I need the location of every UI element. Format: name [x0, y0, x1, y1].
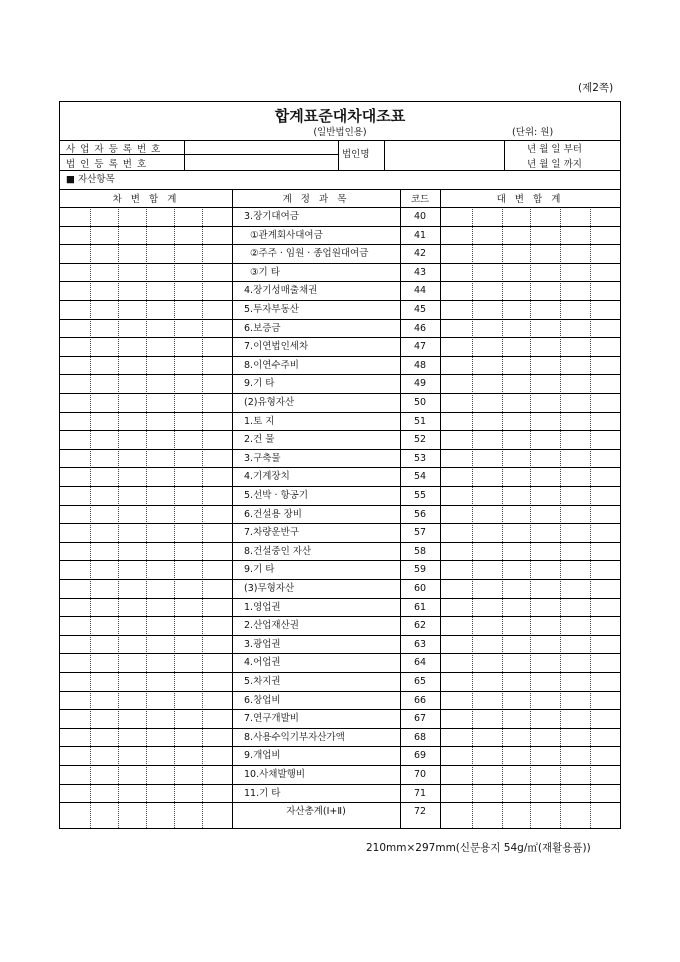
debit-amount-field[interactable]	[60, 653, 232, 672]
account-code: 54	[413, 471, 427, 483]
account-name: 6.보증금	[244, 322, 281, 334]
account-name: 9.기 타	[244, 564, 275, 576]
divider	[60, 170, 620, 171]
account-code: 46	[413, 322, 427, 334]
account-code: 64	[413, 657, 427, 669]
credit-amount-field[interactable]	[440, 319, 620, 338]
debit-amount-field[interactable]	[60, 430, 232, 449]
credit-amount-field[interactable]	[440, 263, 620, 282]
corp-name-field[interactable]	[388, 141, 500, 169]
debit-amount-field[interactable]	[60, 635, 232, 654]
credit-total-header: 대 변 합 계	[496, 194, 564, 205]
account-name: ③기 타	[250, 266, 280, 278]
account-name: 4.기계장치	[244, 471, 290, 483]
credit-amount-field[interactable]	[440, 635, 620, 654]
credit-amount-field[interactable]	[440, 449, 620, 468]
account-name: 5.투자부동산	[244, 304, 299, 315]
section-label: ■ 자산항목	[66, 174, 115, 185]
divider	[504, 140, 505, 170]
credit-amount-field[interactable]	[440, 467, 620, 486]
credit-amount-field[interactable]	[440, 244, 620, 263]
credit-amount-field[interactable]	[440, 598, 620, 617]
account-name: 6.창업비	[244, 694, 281, 706]
account-name: 9.기 타	[244, 378, 275, 390]
credit-amount-field[interactable]	[440, 542, 620, 561]
account-name: 8.사용수익기부자산가액	[244, 731, 345, 743]
form-title: 합계표준대차대조표	[274, 107, 406, 125]
account-code: 41	[413, 229, 427, 241]
credit-amount-field[interactable]	[440, 393, 620, 412]
account-code: 51	[413, 415, 427, 427]
divider	[384, 140, 385, 170]
account-name: 자산총계(Ⅰ+Ⅱ)	[286, 806, 346, 818]
account-name: 1.토 지	[244, 415, 275, 427]
account-code: 71	[413, 787, 427, 799]
debit-amount-field[interactable]	[60, 374, 232, 393]
debit-amount-field[interactable]	[60, 467, 232, 486]
credit-amount-field[interactable]	[440, 430, 620, 449]
debit-total-header: 차 변 합 계	[112, 194, 180, 205]
account-name: 6.건설용 장비	[244, 508, 302, 520]
credit-amount-field[interactable]	[440, 746, 620, 765]
account-name: 7.차량운반구	[244, 527, 299, 539]
account-name: 5.선박 · 항공기	[244, 490, 309, 501]
account-code: 45	[413, 304, 427, 315]
biz-reg-label: 사 업 자 등 록 번 호	[66, 144, 162, 155]
form-subtitle: (일반법인용)	[313, 127, 367, 138]
account-code: 50	[413, 397, 427, 408]
account-name: 2.건 물	[244, 434, 275, 446]
debit-amount-field[interactable]	[60, 263, 232, 282]
account-name: 10.사채발행비	[244, 769, 305, 780]
credit-amount-field[interactable]	[440, 765, 620, 784]
account-code: 60	[413, 583, 427, 594]
debit-amount-field[interactable]	[60, 393, 232, 412]
debit-amount-field[interactable]	[60, 728, 232, 747]
biz-reg-number-field[interactable]	[190, 141, 330, 154]
account-code: 48	[413, 359, 427, 371]
credit-amount-field[interactable]	[440, 486, 620, 505]
account-header: 계 정 과 목	[282, 194, 350, 205]
credit-amount-field[interactable]	[440, 356, 620, 375]
debit-amount-field[interactable]	[60, 337, 232, 356]
account-name: 11.기 타	[244, 787, 281, 799]
credit-amount-field[interactable]	[440, 802, 620, 821]
credit-amount-field[interactable]	[440, 505, 620, 524]
account-name: 7.연구개발비	[244, 713, 299, 725]
credit-amount-field[interactable]	[440, 412, 620, 431]
account-code: 59	[413, 564, 427, 576]
credit-amount-field[interactable]	[440, 709, 620, 728]
account-code: 66	[413, 694, 427, 706]
account-code: 44	[413, 285, 427, 297]
debit-amount-field[interactable]	[60, 542, 232, 561]
account-code: 63	[413, 638, 427, 650]
paper-spec-footer: 210mm×297mm(신문용지 54g/㎡(재활용품))	[366, 842, 591, 854]
divider	[184, 140, 185, 170]
debit-amount-field[interactable]	[60, 709, 232, 728]
debit-amount-field[interactable]	[60, 616, 232, 635]
credit-amount-field[interactable]	[440, 300, 620, 319]
account-name: 9.개업비	[244, 750, 281, 762]
account-name: 2.산업재산권	[244, 620, 299, 632]
credit-amount-field[interactable]	[440, 560, 620, 579]
code-header: 코드	[410, 194, 430, 205]
debit-amount-field[interactable]	[60, 691, 232, 710]
debit-amount-field[interactable]	[60, 226, 232, 245]
debit-amount-field[interactable]	[60, 746, 232, 765]
credit-amount-field[interactable]	[440, 784, 620, 803]
account-name: 8.건설중인 자산	[244, 545, 312, 557]
corp-reg-number-field[interactable]	[190, 155, 330, 169]
balance-sheet-form	[59, 101, 621, 829]
account-name: 7.이연법인세차	[244, 341, 309, 353]
credit-amount-field[interactable]	[440, 691, 620, 710]
account-name: (3)무형자산	[244, 583, 295, 594]
credit-amount-field[interactable]	[440, 374, 620, 393]
debit-amount-field[interactable]	[60, 579, 232, 598]
debit-amount-field[interactable]	[60, 449, 232, 468]
account-code: 67	[413, 713, 427, 725]
credit-amount-field[interactable]	[440, 207, 620, 226]
account-code: 69	[413, 750, 427, 762]
debit-amount-field[interactable]	[60, 598, 232, 617]
credit-amount-field[interactable]	[440, 523, 620, 542]
debit-amount-field[interactable]	[60, 523, 232, 542]
credit-amount-field[interactable]	[440, 281, 620, 300]
credit-amount-field[interactable]	[440, 653, 620, 672]
account-name: 1.영업권	[244, 601, 281, 613]
account-name: 3.장기대여금	[244, 211, 299, 222]
account-code: 55	[413, 490, 427, 501]
debit-amount-field[interactable]	[60, 300, 232, 319]
account-name: 5.차지권	[244, 676, 281, 687]
account-code: 65	[413, 676, 427, 687]
period-to-label: 년 월 일 까지	[527, 159, 582, 170]
account-code: 72	[413, 806, 427, 818]
page-number-label: (제2쪽)	[578, 82, 614, 94]
account-code: 53	[413, 452, 427, 464]
credit-amount-field[interactable]	[440, 226, 620, 245]
debit-amount-field[interactable]	[60, 412, 232, 431]
account-name: 3.광업권	[244, 638, 281, 650]
account-code: 42	[413, 248, 427, 260]
unit-label: (단위: 원)	[512, 127, 554, 138]
account-name: ②주주 · 임원 · 종업원대여금	[250, 248, 369, 260]
credit-amount-field[interactable]	[440, 672, 620, 691]
credit-amount-field[interactable]	[440, 728, 620, 747]
account-code: 62	[413, 620, 427, 632]
credit-amount-field[interactable]	[440, 616, 620, 635]
debit-amount-field[interactable]	[60, 244, 232, 263]
debit-amount-field[interactable]	[60, 672, 232, 691]
account-name: (2)유형자산	[244, 397, 295, 408]
divider	[232, 189, 233, 828]
account-code: 49	[413, 378, 427, 390]
debit-amount-field[interactable]	[60, 207, 232, 226]
account-code: 61	[413, 601, 427, 613]
debit-amount-field[interactable]	[60, 486, 232, 505]
debit-amount-field[interactable]	[60, 765, 232, 784]
account-name: 8.이연수주비	[244, 359, 299, 371]
corp-reg-label: 법 인 등 록 번 호	[66, 159, 148, 170]
account-code: 47	[413, 341, 427, 353]
account-code: 52	[413, 434, 427, 446]
account-code: 70	[413, 769, 427, 780]
account-code: 57	[413, 527, 427, 539]
account-code: 68	[413, 731, 427, 743]
debit-amount-field[interactable]	[60, 319, 232, 338]
credit-amount-field[interactable]	[440, 337, 620, 356]
debit-amount-field[interactable]	[60, 281, 232, 300]
debit-amount-field[interactable]	[60, 505, 232, 524]
account-name: 4.어업권	[244, 657, 281, 669]
account-code: 58	[413, 545, 427, 557]
debit-amount-field[interactable]	[60, 784, 232, 803]
account-name: 4.장기성매출채권	[244, 285, 318, 297]
account-name: 3.구축물	[244, 452, 281, 464]
debit-amount-field[interactable]	[60, 802, 232, 821]
account-code: 40	[413, 211, 427, 222]
period-from-label: 년 월 일 부터	[527, 144, 582, 155]
corp-name-label: 법인명	[342, 149, 370, 160]
account-code: 56	[413, 508, 427, 520]
credit-amount-field[interactable]	[440, 579, 620, 598]
debit-amount-field[interactable]	[60, 560, 232, 579]
account-code: 43	[413, 266, 427, 278]
debit-amount-field[interactable]	[60, 356, 232, 375]
divider	[60, 189, 620, 190]
account-name: ①관계회사대여금	[250, 229, 323, 241]
divider	[338, 140, 339, 170]
